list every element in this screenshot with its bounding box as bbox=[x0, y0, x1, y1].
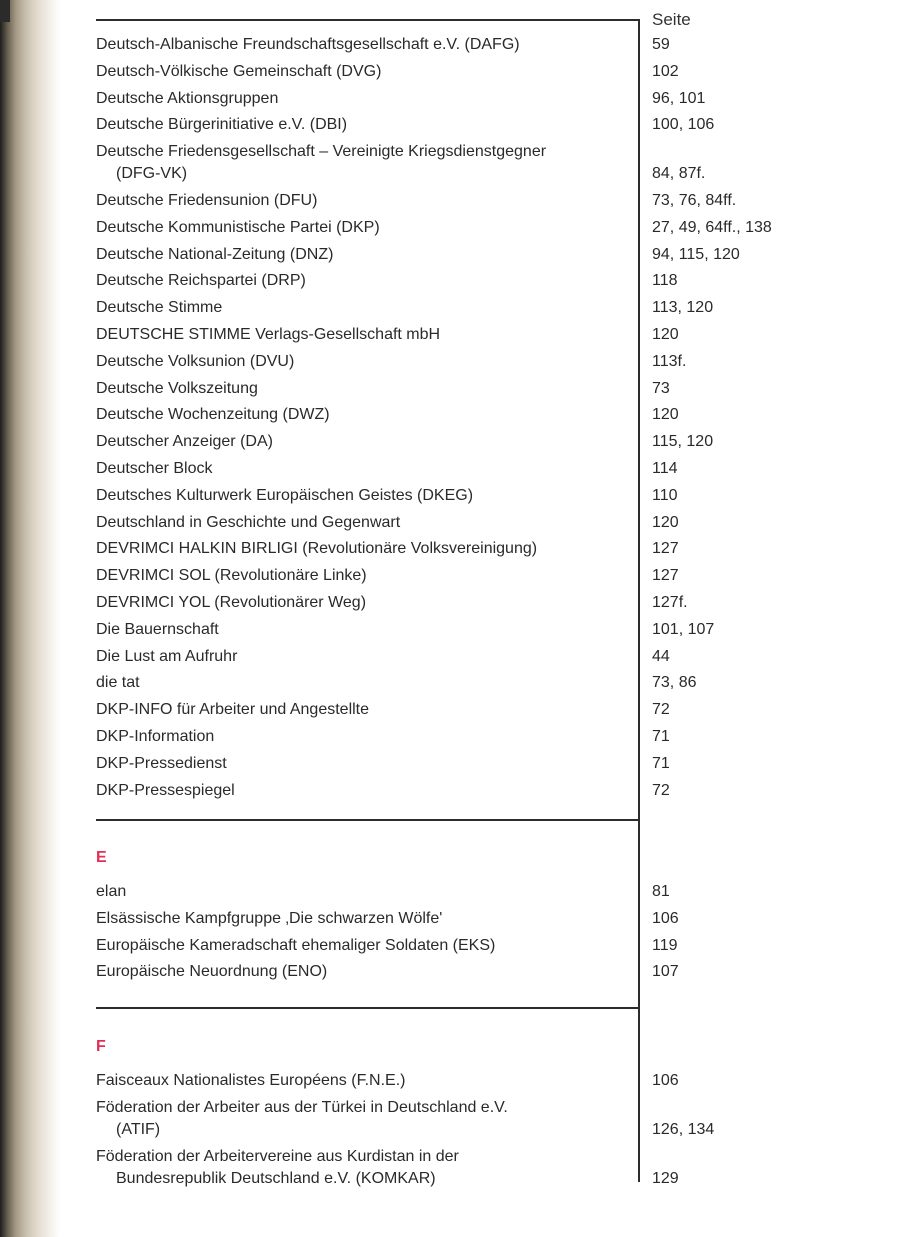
entry-name bbox=[96, 431, 631, 453]
entry-name-text: Deutsche Kommunistische Partei (DKP) bbox=[96, 218, 380, 236]
entry-name bbox=[96, 114, 631, 136]
entry-name bbox=[96, 619, 631, 641]
entry-name-continuation: (DFG-VK) bbox=[116, 165, 188, 183]
entry-name-text: Deutsch-Albanische Freundschaftsgesellschaft e.V. (DAFG) bbox=[96, 36, 520, 53]
entry-name-text: Die Lust am Aufruhr bbox=[96, 647, 238, 665]
entry-pages: 113f. bbox=[652, 352, 687, 370]
entry-pages: 27, 49, 64ff., 138 bbox=[652, 218, 772, 236]
rule-section-f bbox=[96, 1007, 639, 1009]
entry-name-text: Deutscher Anzeiger (DA) bbox=[96, 433, 273, 451]
entry-name-text: Deutsch-Völkische Gemeinschaft (DVG) bbox=[96, 62, 382, 80]
entry-name bbox=[96, 61, 631, 83]
entry-name bbox=[96, 141, 631, 185]
entry-name-text: Die Bauernschaft bbox=[96, 620, 219, 638]
section-letter-e: E bbox=[96, 849, 107, 866]
entry-name bbox=[96, 351, 631, 373]
entry-pages: 113, 120 bbox=[652, 299, 714, 317]
entry-pages: 73 bbox=[652, 379, 670, 397]
entry-pages: 107 bbox=[652, 963, 679, 981]
entry-pages: 100, 106 bbox=[652, 116, 715, 134]
entry-name bbox=[96, 565, 631, 587]
entry-name bbox=[96, 961, 631, 983]
entry-name bbox=[96, 297, 631, 319]
entry-name bbox=[96, 646, 631, 668]
entry-pages: 71 bbox=[652, 754, 670, 772]
entry-pages: 101, 107 bbox=[652, 620, 715, 638]
entry-name bbox=[96, 324, 631, 346]
entry-pages: 127f. bbox=[652, 594, 688, 611]
entry-name bbox=[96, 485, 631, 507]
entry-name bbox=[96, 780, 631, 802]
entry-name bbox=[96, 378, 631, 400]
entry-name bbox=[96, 726, 631, 748]
entry-name bbox=[96, 1097, 631, 1141]
entry-name-text: die tat bbox=[96, 674, 140, 692]
entry-name bbox=[96, 458, 631, 480]
entry-pages: 72 bbox=[652, 781, 670, 799]
entry-name-text: elan bbox=[96, 883, 127, 900]
entry-name-text: Deutsche National-Zeitung (DNZ) bbox=[96, 245, 334, 263]
entry-pages: 96, 101 bbox=[652, 89, 706, 107]
entry-pages: 120 bbox=[652, 513, 679, 531]
entry-name bbox=[96, 672, 631, 694]
entry-pages: 73, 86 bbox=[652, 674, 697, 692]
entry-pages: 129 bbox=[652, 1169, 679, 1187]
entry-pages: 127 bbox=[652, 540, 679, 558]
entry-name-text: DKP-INFO für Arbeiter und Angestellte bbox=[96, 701, 370, 719]
column-divider-f bbox=[638, 1007, 640, 1182]
entry-name bbox=[96, 699, 631, 721]
entry-pages: 81 bbox=[652, 883, 670, 900]
entry-name-text: Deutsche Bürgerinitiative e.V. (DBI) bbox=[96, 116, 348, 134]
entry-pages: 119 bbox=[652, 936, 678, 954]
entry-pages: 106 bbox=[652, 909, 679, 927]
entry-name bbox=[96, 34, 631, 56]
entry-pages: 126, 134 bbox=[652, 1120, 715, 1138]
entry-name-text: DEVRIMCI HALKIN BIRLIGI (Revolutionäre Volksvereinigung) bbox=[96, 540, 538, 558]
spine-mark bbox=[0, 0, 10, 22]
entry-name-text: Deutsche Aktionsgruppen bbox=[96, 89, 279, 107]
entry-name-text: DKP-Pressedienst bbox=[96, 754, 227, 772]
entry-name-text: Deutscher Block bbox=[96, 460, 213, 477]
rule-top bbox=[96, 19, 639, 21]
column-divider-d bbox=[638, 19, 640, 819]
entry-name-continuation: Bundesrepublik Deutschland e.V. (KOMKAR) bbox=[116, 1169, 436, 1187]
book-spine-shadow bbox=[0, 0, 60, 1237]
entry-name-text: DKP-Pressespiegel bbox=[96, 781, 235, 799]
entry-pages: 114 bbox=[652, 460, 678, 477]
entry-pages: 102 bbox=[652, 62, 679, 80]
entry-pages: 127 bbox=[652, 567, 679, 585]
entry-name bbox=[96, 190, 631, 212]
entry-pages: 120 bbox=[652, 326, 679, 343]
entry-name bbox=[96, 404, 631, 426]
entry-name-text: Deutsche Friedensgesellschaft – Vereinigte Kriegsdienstgegner bbox=[96, 143, 547, 161]
entry-pages: 106 bbox=[652, 1072, 679, 1089]
entry-pages: 72 bbox=[652, 701, 670, 719]
entry-pages: 73, 76, 84ff. bbox=[652, 192, 737, 209]
entry-pages: 118 bbox=[652, 272, 678, 290]
entry-name bbox=[96, 1070, 631, 1092]
entry-pages: 44 bbox=[652, 647, 670, 665]
entry-name bbox=[96, 881, 631, 903]
rule-section-e bbox=[96, 819, 639, 821]
entry-name-text: DKP-Information bbox=[96, 728, 215, 745]
entry-name bbox=[96, 592, 631, 614]
entry-name-text: Deutsche Volkszeitung bbox=[96, 379, 258, 397]
entry-pages: 94, 115, 120 bbox=[652, 245, 740, 263]
column-divider-e bbox=[638, 819, 640, 1009]
entry-name-text: Faisceaux Nationalistes Européens (F.N.E.) bbox=[96, 1072, 406, 1089]
entry-name bbox=[96, 753, 631, 775]
entry-name-text: Deutsche Friedensunion (DFU) bbox=[96, 192, 318, 209]
entry-pages: 115, 120 bbox=[652, 433, 714, 451]
entry-name bbox=[96, 217, 631, 239]
entry-pages: 71 bbox=[652, 728, 670, 745]
entry-name-text: DEVRIMCI YOL (Revolutionärer Weg) bbox=[96, 594, 367, 611]
entry-pages: 110 bbox=[652, 486, 678, 504]
entry-pages: 84, 87f. bbox=[652, 165, 706, 183]
section-letter-f: F bbox=[96, 1038, 106, 1055]
seite-column-header: Seite bbox=[652, 10, 691, 29]
entry-name bbox=[96, 935, 631, 957]
entry-name-text: Deutschland in Geschichte und Gegenwart bbox=[96, 513, 401, 531]
entry-name-text: Föderation der Arbeiter aus der Türkei in Deutschland e.V. bbox=[96, 1098, 508, 1116]
entry-name bbox=[96, 244, 631, 266]
entry-name-text: DEUTSCHE STIMME Verlags-Gesellschaft mbH bbox=[96, 326, 441, 343]
entry-name-text: Deutsches Kulturwerk Europäischen Geistes (DKEG) bbox=[96, 486, 474, 504]
entry-name-text: DEVRIMCI SOL (Revolutionäre Linke) bbox=[96, 567, 367, 585]
entry-name-text: Elsässische Kampfgruppe ‚Die schwarzen Wölfe' bbox=[96, 909, 443, 927]
entry-name-text: Europäische Kameradschaft ehemaliger Soldaten (EKS) bbox=[96, 936, 496, 954]
entry-name-continuation: (ATIF) bbox=[116, 1120, 161, 1138]
entry-name-text: Europäische Neuordnung (ENO) bbox=[96, 963, 328, 981]
entry-name bbox=[96, 1146, 631, 1190]
entry-name-text: Deutsche Stimme bbox=[96, 299, 223, 317]
entry-name bbox=[96, 512, 631, 534]
entry-name-text: Deutsche Volksunion (DVU) bbox=[96, 352, 295, 370]
entry-name bbox=[96, 538, 631, 560]
entry-pages: 120 bbox=[652, 406, 679, 424]
entry-name bbox=[96, 270, 631, 292]
entry-name-text: Deutsche Reichspartei (DRP) bbox=[96, 272, 306, 290]
entry-name bbox=[96, 908, 631, 930]
entry-pages: 59 bbox=[652, 36, 670, 53]
entry-name-text: Deutsche Wochenzeitung (DWZ) bbox=[96, 406, 330, 424]
index-page bbox=[96, 0, 856, 1237]
entry-name-text: Föderation der Arbeitervereine aus Kurdistan in der bbox=[96, 1147, 459, 1165]
entry-name bbox=[96, 88, 631, 110]
